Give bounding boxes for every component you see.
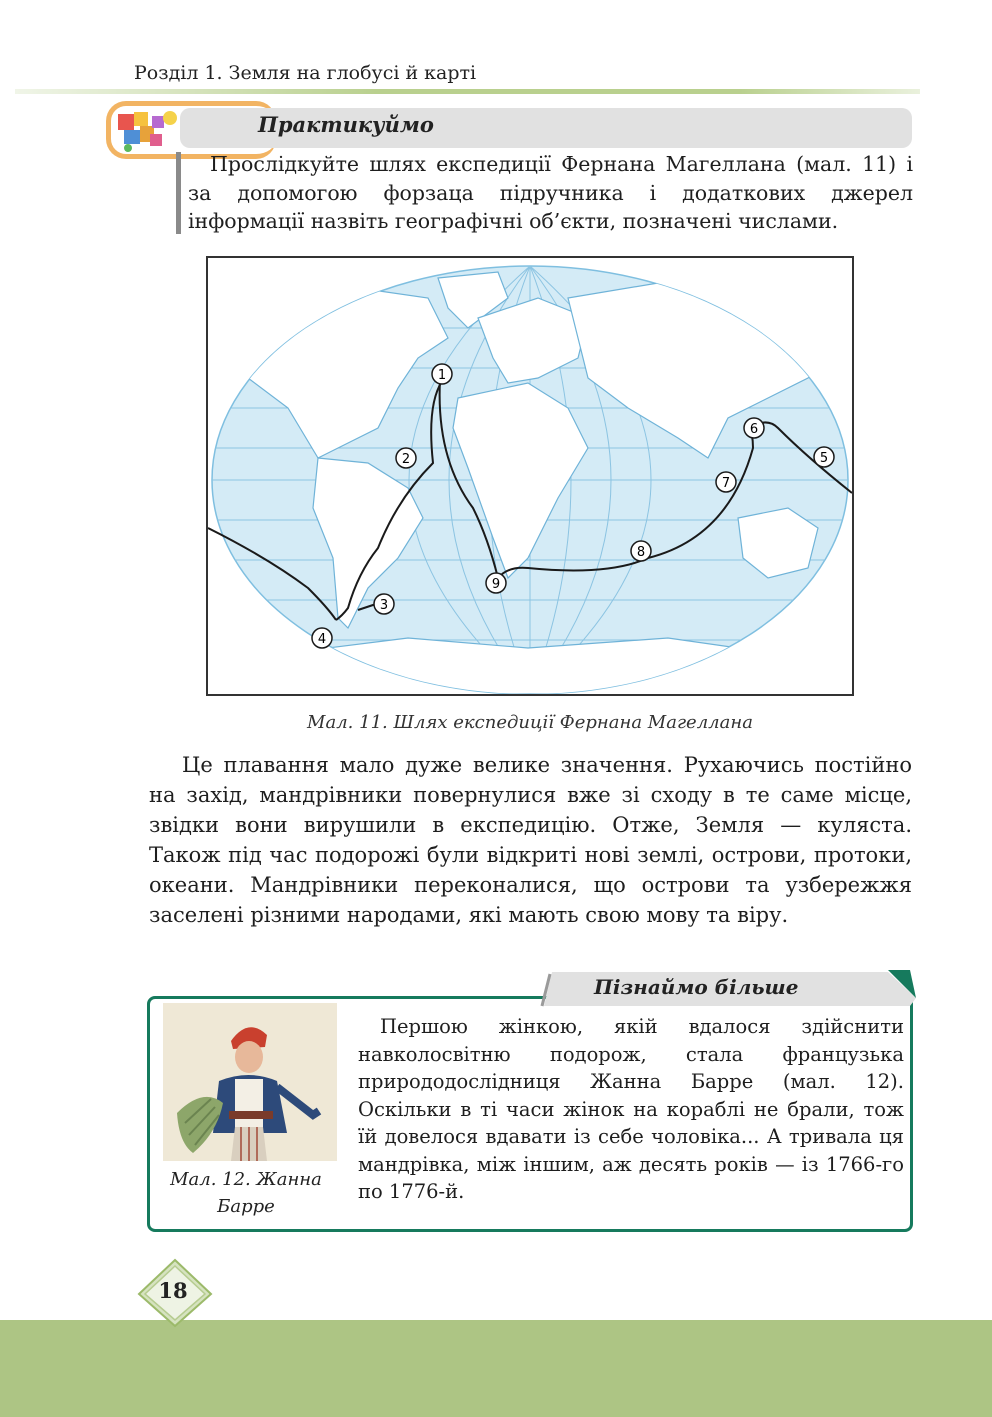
header-divider <box>15 89 920 94</box>
marker-3 <box>374 594 394 614</box>
practice-text: Прослідкуйте шлях експедиції Фернана Магеллана (мал. 11) і за допомогою форзаца підручника і додаткових джерел інформації назвіть географічні об’єкти, позначені числами. <box>188 152 913 233</box>
practice-title: Практикуймо <box>258 112 434 137</box>
marker-8 <box>631 541 651 561</box>
footer-band <box>0 1320 992 1417</box>
puzzle-icon <box>116 108 180 154</box>
jeanne-barret-portrait <box>163 1003 337 1161</box>
marker-4 <box>312 628 332 648</box>
portrait-caption: Мал. 12. Жанна Барре <box>170 1169 322 1217</box>
practice-side-rule <box>176 152 181 234</box>
marker-5 <box>814 447 834 467</box>
svg-text:9: 9 <box>491 577 501 592</box>
marker-7 <box>716 472 736 492</box>
map-caption-text: Мал. 11. Шлях експедиції Фернана Магеллана <box>307 712 753 733</box>
section-title: Розділ 1. Земля на глобусі й карті <box>134 62 477 84</box>
svg-text:5: 5 <box>819 451 829 466</box>
marker-1 <box>432 364 452 384</box>
svg-text:4: 4 <box>317 632 327 647</box>
svg-text:7: 7 <box>721 476 731 491</box>
learn-more-title: Пізнаймо більше <box>594 975 799 999</box>
svg-text:8: 8 <box>636 545 646 560</box>
marker-2 <box>396 448 416 468</box>
learn-more-text: Першою жінкою, якій вдалося здійснити навколосвітню подорож, стала французька природодослідниця Жанна Барре (мал. 12). Оскільки в ті часи жінок на кораблі не брали, тож їй довелося вдавати із себе чоловіка... А тривала ця мандрівка, між іншим, аж десять років — із 1766-го по 1776-й. <box>358 1015 904 1203</box>
svg-text:1: 1 <box>437 368 447 383</box>
svg-text:6: 6 <box>749 422 759 437</box>
portrait-illustration <box>163 1003 337 1161</box>
marker-6 <box>744 418 764 438</box>
marker-9 <box>486 573 506 593</box>
svg-text:2: 2 <box>401 452 411 467</box>
main-paragraph: Це плавання мало дуже велике значення. Рухаючись постійно на захід, мандрівники повернулися вже зі сходу в те саме місце, звідки вони вирушили в експедицію. Отже, Земля — куляста. Також під час подорожі були відкриті нові землі, острови, протоки, океани. Мандрівники переконалися, що острови та узбережжя заселені різними народами, які мають свою мову та віру. <box>149 753 912 927</box>
page-number: 18 <box>158 1278 188 1303</box>
world-map <box>208 258 852 694</box>
map-caption <box>0 712 992 733</box>
svg-text:3: 3 <box>379 598 389 613</box>
magellan-route-map <box>206 256 854 696</box>
